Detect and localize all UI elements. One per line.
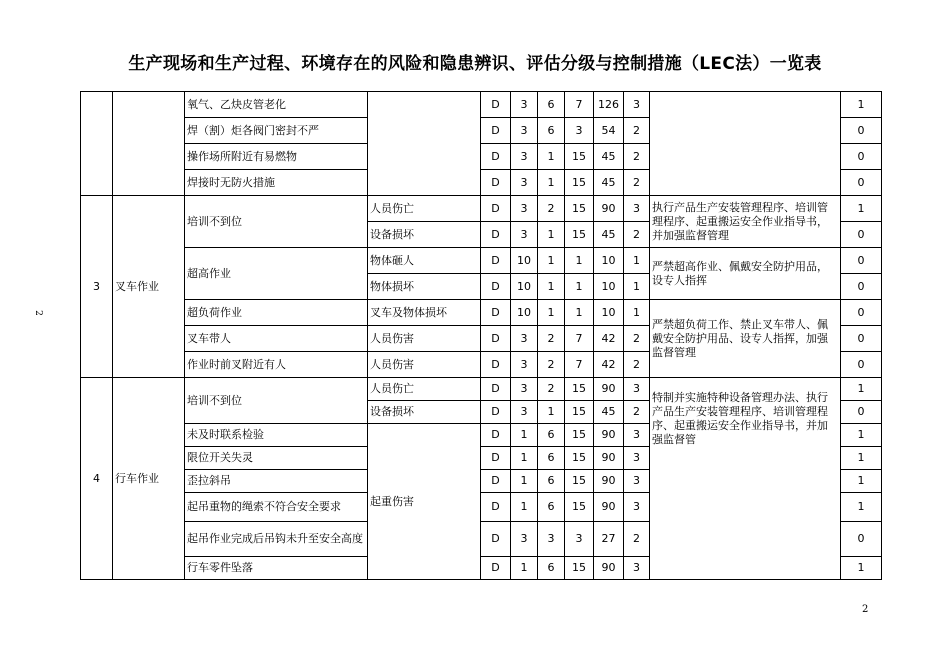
d-value-cell: 90 — [594, 470, 624, 493]
d-value-cell: 10 — [594, 248, 624, 274]
flag-cell: 0 — [841, 274, 882, 300]
hazard-cell: 未及时联系检验 — [185, 424, 368, 447]
d-value-cell: 42 — [594, 326, 624, 352]
hazard-cell: 超负荷作业 — [185, 300, 368, 326]
hazard-cell: 歪拉斜吊 — [185, 470, 368, 493]
d-value-cell: 90 — [594, 378, 624, 401]
d-value-cell: 45 — [594, 144, 624, 170]
d-value-cell: 54 — [594, 118, 624, 144]
c-value-cell: 15 — [565, 378, 594, 401]
e-value-cell: 6 — [538, 92, 565, 118]
c-value-cell: 7 — [565, 352, 594, 378]
d-value-cell: 90 — [594, 493, 624, 522]
level-cell: 3 — [624, 92, 650, 118]
c-value-cell: 15 — [565, 424, 594, 447]
consequence-cell: 设备损坏 — [368, 401, 481, 424]
flag-cell: 1 — [841, 378, 882, 401]
e-value-cell: 1 — [538, 170, 565, 196]
measure-cell: 执行产品生产安装管理程序、培训管理程序、起重搬运安全作业指导书，并加强监督管理 — [650, 196, 841, 248]
e-value-cell: 6 — [538, 118, 565, 144]
consequence-cell: 叉车及物体损坏 — [368, 300, 481, 326]
c-value-cell: 1 — [565, 248, 594, 274]
l-value-cell: 10 — [511, 300, 538, 326]
c-value-cell: 3 — [565, 522, 594, 557]
c-value-cell: 7 — [565, 326, 594, 352]
level-cell: 2 — [624, 401, 650, 424]
flag-cell: 0 — [841, 222, 882, 248]
d-value-cell: 126 — [594, 92, 624, 118]
hazard-cell: 焊（割）炬各阀门密封不严 — [185, 118, 368, 144]
e-value-cell: 1 — [538, 401, 565, 424]
level-cell: 2 — [624, 144, 650, 170]
flag-cell: 0 — [841, 170, 882, 196]
d-value-cell: 90 — [594, 424, 624, 447]
kind-cell: D — [481, 118, 511, 144]
hazard-cell: 叉车带人 — [185, 326, 368, 352]
hazard-cell: 行车零件坠落 — [185, 557, 368, 580]
level-cell: 2 — [624, 118, 650, 144]
c-value-cell: 15 — [565, 144, 594, 170]
e-value-cell: 2 — [538, 326, 565, 352]
l-value-cell: 3 — [511, 196, 538, 222]
consequence-cell: 物体损坏 — [368, 274, 481, 300]
kind-cell: D — [481, 352, 511, 378]
measure-cell: 特制并实施特种设备管理办法、执行产品生产安装管理程序、培训管理程序、起重搬运安全作业指导书，并加强监督管 — [650, 378, 841, 580]
l-value-cell: 10 — [511, 274, 538, 300]
consequence-cell: 人员伤亡 — [368, 196, 481, 222]
l-value-cell: 3 — [511, 352, 538, 378]
d-value-cell: 45 — [594, 401, 624, 424]
c-value-cell: 1 — [565, 274, 594, 300]
kind-cell: D — [481, 274, 511, 300]
kind-cell: D — [481, 424, 511, 447]
l-value-cell: 3 — [511, 118, 538, 144]
c-value-cell: 3 — [565, 118, 594, 144]
side-page-number: 2 — [32, 310, 43, 316]
d-value-cell: 27 — [594, 522, 624, 557]
risk-table — [80, 91, 882, 580]
measure-cell — [650, 92, 841, 196]
flag-cell: 0 — [841, 326, 882, 352]
l-value-cell: 1 — [511, 493, 538, 522]
consequence-cell: 人员伤亡 — [368, 378, 481, 401]
hazard-cell: 作业时前叉附近有人 — [185, 352, 368, 378]
kind-cell: D — [481, 170, 511, 196]
flag-cell: 1 — [841, 447, 882, 470]
page-title: 生产现场和生产过程、环境存在的风险和隐患辨识、评估分级与控制措施（LEC法）一览表 — [128, 54, 822, 74]
l-value-cell: 1 — [511, 557, 538, 580]
d-value-cell: 10 — [594, 300, 624, 326]
activity-cell — [113, 92, 185, 196]
level-cell: 3 — [624, 424, 650, 447]
e-value-cell: 1 — [538, 222, 565, 248]
hazard-cell: 操作场所附近有易燃物 — [185, 144, 368, 170]
level-cell: 2 — [624, 352, 650, 378]
flag-cell: 0 — [841, 401, 882, 424]
flag-cell: 0 — [841, 352, 882, 378]
measure-cell: 严禁超负荷工作、禁止叉车带人、佩戴安全防护用品、设专人指挥，加强监督管理 — [650, 300, 841, 378]
flag-cell: 1 — [841, 424, 882, 447]
kind-cell: D — [481, 401, 511, 424]
level-cell: 3 — [624, 470, 650, 493]
l-value-cell: 3 — [511, 378, 538, 401]
footer-page-number: 2 — [862, 604, 869, 615]
table-row — [81, 300, 882, 326]
kind-cell: D — [481, 300, 511, 326]
hazard-cell: 起吊作业完成后吊钩未升至安全高度 — [185, 522, 368, 557]
l-value-cell: 1 — [511, 470, 538, 493]
e-value-cell: 1 — [538, 144, 565, 170]
kind-cell: D — [481, 248, 511, 274]
e-value-cell: 6 — [538, 424, 565, 447]
e-value-cell: 3 — [538, 522, 565, 557]
e-value-cell: 2 — [538, 196, 565, 222]
c-value-cell: 7 — [565, 92, 594, 118]
number-cell: 3 — [81, 196, 113, 378]
hazard-cell: 培训不到位 — [185, 196, 368, 248]
consequence-cell: 人员伤害 — [368, 326, 481, 352]
c-value-cell: 15 — [565, 470, 594, 493]
level-cell: 2 — [624, 522, 650, 557]
c-value-cell: 15 — [565, 557, 594, 580]
kind-cell: D — [481, 196, 511, 222]
flag-cell: 0 — [841, 144, 882, 170]
l-value-cell: 3 — [511, 522, 538, 557]
level-cell: 1 — [624, 274, 650, 300]
number-cell — [81, 92, 113, 196]
table-row — [81, 248, 882, 274]
hazard-cell: 焊接时无防火措施 — [185, 170, 368, 196]
kind-cell: D — [481, 144, 511, 170]
level-cell: 1 — [624, 248, 650, 274]
c-value-cell: 15 — [565, 222, 594, 248]
l-value-cell: 1 — [511, 424, 538, 447]
hazard-cell: 限位开关失灵 — [185, 447, 368, 470]
l-value-cell: 3 — [511, 222, 538, 248]
level-cell: 3 — [624, 447, 650, 470]
kind-cell: D — [481, 557, 511, 580]
hazard-cell: 氧气、乙炔皮管老化 — [185, 92, 368, 118]
consequence-cell: 物体砸人 — [368, 248, 481, 274]
activity-cell: 行车作业 — [113, 378, 185, 580]
level-cell: 3 — [624, 378, 650, 401]
c-value-cell: 1 — [565, 300, 594, 326]
l-value-cell: 3 — [511, 401, 538, 424]
flag-cell: 1 — [841, 557, 882, 580]
e-value-cell: 6 — [538, 493, 565, 522]
level-cell: 3 — [624, 196, 650, 222]
number-cell: 4 — [81, 378, 113, 580]
d-value-cell: 10 — [594, 274, 624, 300]
kind-cell: D — [481, 378, 511, 401]
level-cell: 2 — [624, 326, 650, 352]
activity-cell: 叉车作业 — [113, 196, 185, 378]
c-value-cell: 15 — [565, 196, 594, 222]
table-row — [81, 378, 882, 401]
d-value-cell: 90 — [594, 447, 624, 470]
l-value-cell: 3 — [511, 170, 538, 196]
e-value-cell: 2 — [538, 378, 565, 401]
l-value-cell: 3 — [511, 144, 538, 170]
e-value-cell: 1 — [538, 300, 565, 326]
level-cell: 1 — [624, 300, 650, 326]
c-value-cell: 15 — [565, 401, 594, 424]
level-cell: 2 — [624, 222, 650, 248]
level-cell: 3 — [624, 493, 650, 522]
l-value-cell: 1 — [511, 447, 538, 470]
flag-cell: 1 — [841, 470, 882, 493]
c-value-cell: 15 — [565, 170, 594, 196]
level-cell: 3 — [624, 557, 650, 580]
flag-cell: 0 — [841, 300, 882, 326]
e-value-cell: 6 — [538, 470, 565, 493]
flag-cell: 1 — [841, 493, 882, 522]
d-value-cell: 90 — [594, 557, 624, 580]
table-row — [81, 196, 882, 222]
e-value-cell: 6 — [538, 557, 565, 580]
consequence-cell — [368, 92, 481, 196]
d-value-cell: 90 — [594, 196, 624, 222]
kind-cell: D — [481, 222, 511, 248]
kind-cell: D — [481, 92, 511, 118]
kind-cell: D — [481, 470, 511, 493]
d-value-cell: 45 — [594, 170, 624, 196]
level-cell: 2 — [624, 170, 650, 196]
l-value-cell: 3 — [511, 92, 538, 118]
consequence-cell: 设备损坏 — [368, 222, 481, 248]
consequence-cell: 人员伤害 — [368, 352, 481, 378]
flag-cell: 0 — [841, 522, 882, 557]
hazard-cell: 起吊重物的绳索不符合安全要求 — [185, 493, 368, 522]
measure-cell: 严禁超高作业、佩戴安全防护用品，设专人指挥 — [650, 248, 841, 300]
kind-cell: D — [481, 326, 511, 352]
e-value-cell: 6 — [538, 447, 565, 470]
hazard-cell: 超高作业 — [185, 248, 368, 300]
flag-cell: 1 — [841, 92, 882, 118]
e-value-cell: 2 — [538, 352, 565, 378]
kind-cell: D — [481, 522, 511, 557]
kind-cell: D — [481, 493, 511, 522]
hazard-cell: 培训不到位 — [185, 378, 368, 424]
kind-cell: D — [481, 447, 511, 470]
table-row — [81, 92, 882, 118]
l-value-cell: 3 — [511, 326, 538, 352]
c-value-cell: 15 — [565, 447, 594, 470]
d-value-cell: 42 — [594, 352, 624, 378]
e-value-cell: 1 — [538, 248, 565, 274]
c-value-cell: 15 — [565, 493, 594, 522]
flag-cell: 1 — [841, 196, 882, 222]
d-value-cell: 45 — [594, 222, 624, 248]
l-value-cell: 10 — [511, 248, 538, 274]
consequence-cell: 起重伤害 — [368, 424, 481, 580]
e-value-cell: 1 — [538, 274, 565, 300]
flag-cell: 0 — [841, 248, 882, 274]
flag-cell: 0 — [841, 118, 882, 144]
